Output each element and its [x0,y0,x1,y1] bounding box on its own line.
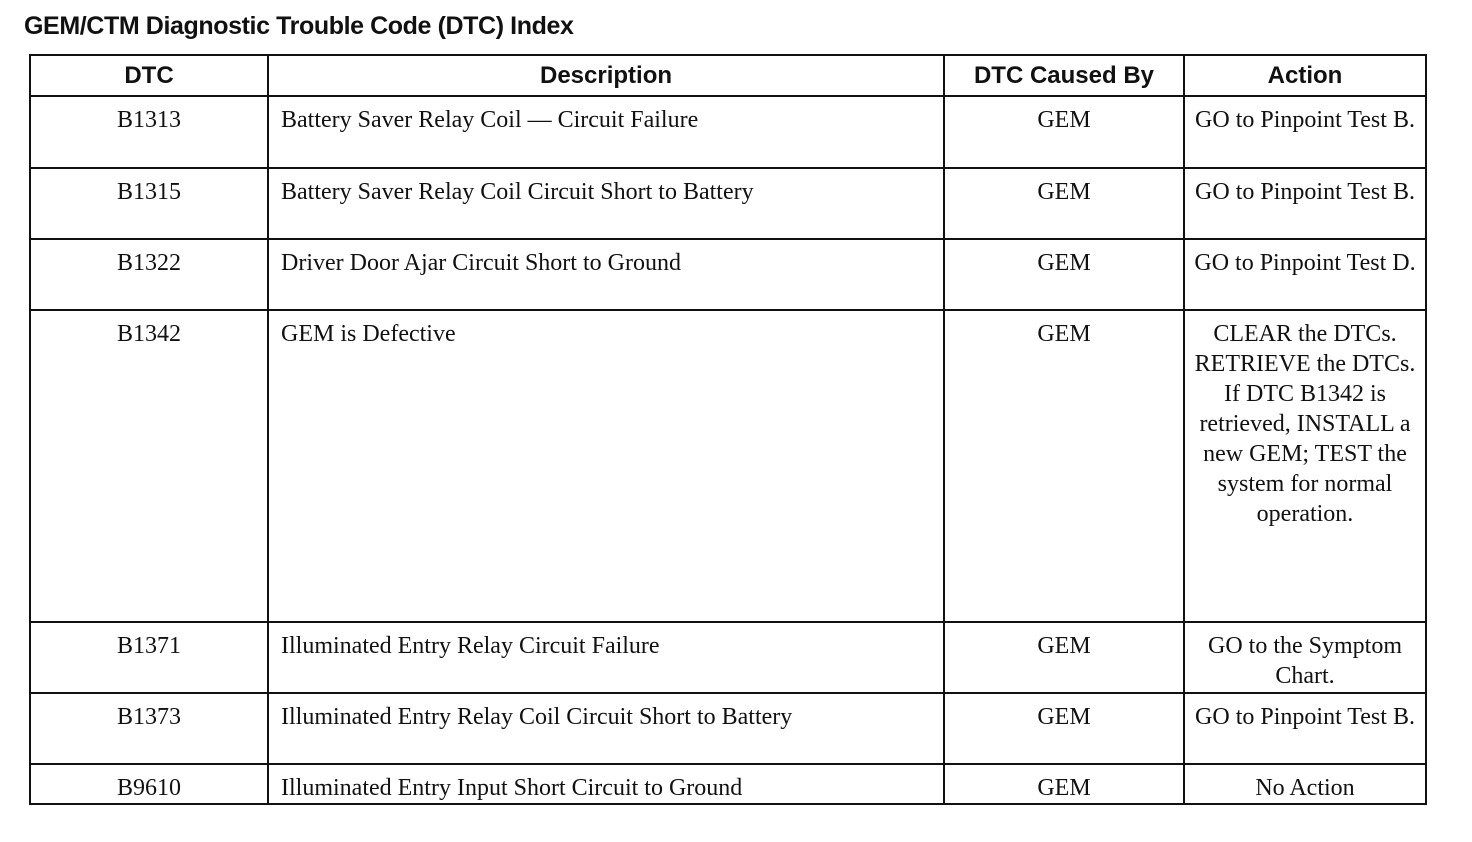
dtc-code-cell: B1322 [30,239,268,310]
caused-by-cell: GEM [944,168,1184,239]
action-cell: GO to the Symptom Chart. [1184,622,1426,693]
table-row [30,622,1426,693]
description-cell: Battery Saver Relay Coil — Circuit Failure [268,96,944,168]
column-header-action: Action [1184,55,1426,96]
action-cell: CLEAR the DTCs. RETRIEVE the DTCs. If DTC B1342 is retrieved, INSTALL a new GEM; TEST the system for normal operation. [1184,310,1426,622]
table-row [30,693,1426,764]
dtc-code-cell: B1313 [30,96,268,168]
column-header-caused-by: DTC Caused By [944,55,1184,96]
caused-by-cell: GEM [944,622,1184,693]
dtc-code-cell: B1373 [30,693,268,764]
action-cell: GO to Pinpoint Test B. [1184,96,1426,168]
description-cell: Illuminated Entry Input Short Circuit to Ground [268,764,944,804]
dtc-index-table [29,54,1427,805]
table-row [30,239,1426,310]
table-row [30,764,1426,804]
page-title: GEM/CTM Diagnostic Trouble Code (DTC) Index [24,12,574,40]
caused-by-cell: GEM [944,764,1184,804]
caused-by-cell: GEM [944,96,1184,168]
column-header-description: Description [268,55,944,96]
table-row [30,96,1426,168]
table-row [30,168,1426,239]
action-cell: GO to Pinpoint Test D. [1184,239,1426,310]
description-cell: Battery Saver Relay Coil Circuit Short to Battery [268,168,944,239]
dtc-code-cell: B1315 [30,168,268,239]
description-cell: Illuminated Entry Relay Circuit Failure [268,622,944,693]
action-cell: GO to Pinpoint Test B. [1184,693,1426,764]
caused-by-cell: GEM [944,239,1184,310]
table-header-row [30,55,1426,96]
dtc-code-cell: B1371 [30,622,268,693]
caused-by-cell: GEM [944,310,1184,622]
action-cell: No Action [1184,764,1426,804]
caused-by-cell: GEM [944,693,1184,764]
dtc-code-cell: B9610 [30,764,268,804]
table-row [30,310,1426,622]
description-cell: Driver Door Ajar Circuit Short to Ground [268,239,944,310]
description-cell: GEM is Defective [268,310,944,622]
column-header-dtc: DTC [30,55,268,96]
action-cell: GO to Pinpoint Test B. [1184,168,1426,239]
dtc-code-cell: B1342 [30,310,268,622]
description-cell: Illuminated Entry Relay Coil Circuit Short to Battery [268,693,944,764]
